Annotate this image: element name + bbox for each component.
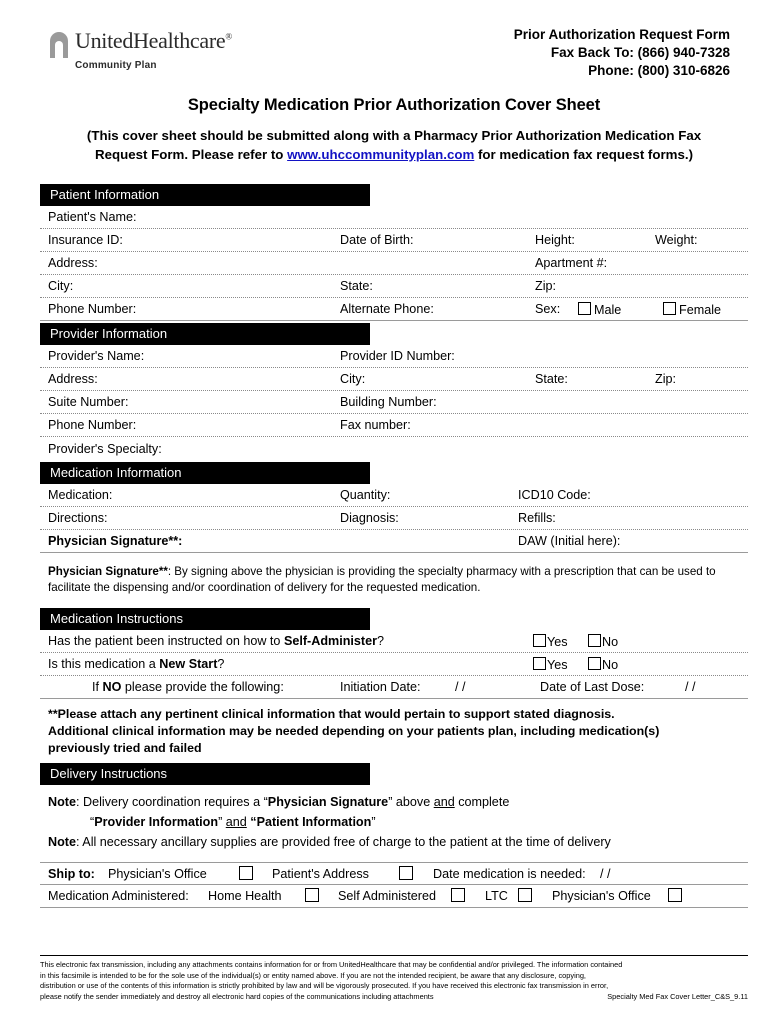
label-date-needed: Date medication is needed:	[433, 866, 586, 881]
field-specialty-row[interactable]	[40, 437, 748, 460]
label-ltc: LTC	[485, 889, 508, 903]
question-self-administer-text: Has the patient been instructed on how to Self-Administer?	[48, 634, 385, 648]
checkbox-female[interactable]	[663, 302, 676, 315]
header-contact-block	[514, 24, 748, 80]
label-building-number: Building Number:	[340, 395, 437, 409]
label-provider-fax: Fax number:	[340, 418, 411, 432]
uhc-logo-subtitle: Community Plan	[75, 60, 157, 71]
label-patient-state: State:	[340, 279, 373, 293]
label-patient-city: City:	[48, 279, 74, 293]
checkbox-self-admin-yes[interactable]	[533, 634, 546, 647]
attach-note-line-3: previously tried and failed	[48, 741, 202, 755]
label-refills: Refills:	[518, 511, 556, 525]
label-ship-to: Ship to:	[48, 866, 95, 881]
label-provider-zip: Zip:	[655, 372, 676, 386]
uhc-logo	[50, 24, 232, 71]
document-footer	[40, 955, 748, 1002]
label-provider-state: State:	[535, 372, 568, 386]
label-daw: DAW (Initial here):	[518, 534, 621, 548]
section-header-instructions: Medication Instructions	[40, 608, 370, 630]
label-provider-name: Provider's Name:	[48, 349, 145, 363]
label-patient-address: Address:	[48, 256, 98, 270]
page-title: Specialty Medication Prior Authorization Cover Sheet	[187, 96, 601, 114]
medication-fields	[40, 484, 748, 553]
uhc-logo-mark-icon	[50, 24, 68, 58]
footer-line-3: distribution or use of the contents of this information is strictly prohibited by law and will be vigorously prosecuted. If you have received this electronic fax transmission in error,	[40, 981, 609, 990]
footer-document-id: Specialty Med Fax Cover Letter_C&S_9.11	[607, 991, 748, 1001]
delivery-fields	[40, 862, 748, 908]
document-header	[40, 24, 748, 80]
delivery-note-1-line-2: “Provider Information” and “Patient Information”	[90, 815, 376, 829]
delivery-notes	[40, 792, 748, 852]
checkbox-new-start-no[interactable]	[588, 657, 601, 670]
section-header-provider: Provider Information	[40, 323, 370, 345]
medication-information-section	[40, 462, 748, 596]
signature-note-text: : By signing above the physician is providing the specialty pharmacy with a prescription that can be used to facilitate the dispensing and/or coordination of delivery for the requested medication.	[48, 565, 716, 594]
field-provider-address-row[interactable]	[40, 368, 748, 391]
label-provider-specialty: Provider's Specialty:	[48, 441, 162, 456]
checkbox-home-health[interactable]	[302, 888, 322, 904]
note-2-label: Note	[48, 835, 76, 849]
checkbox-new-start-no-group[interactable]	[585, 657, 618, 672]
checkbox-self-admin-yes-group[interactable]	[530, 634, 568, 649]
attach-note-line-1: **Please attach any pertinent clinical information that would pertain to support stated diagnosis.	[48, 707, 615, 721]
question-new-start-text: Is this medication a New Start?	[48, 657, 225, 671]
checkbox-ship-physicians-office[interactable]	[236, 866, 256, 882]
checkbox-physicians-office-admin[interactable]	[665, 888, 685, 904]
field-ship-to-row[interactable]	[40, 862, 748, 885]
page-subtitle	[40, 126, 748, 164]
label-date-of-birth: Date of Birth:	[340, 233, 414, 247]
footer-line-4: please notify the sender immediately and destroy all electronic hard copies of the communications including attachments	[40, 991, 434, 1001]
provider-information-section	[40, 323, 748, 460]
attach-note-line-2: Additional clinical information may be needed depending on your patients plan, including medication(s)	[48, 724, 660, 738]
label-male: Male	[594, 302, 622, 317]
footer-line-2: in this facsimile is intended to be for the sole use of the individual(s) or entity named above. If you are not the intended recipient, be aware that any disclosure, copying,	[40, 970, 586, 980]
header-phone: Phone: (800) 310-6826	[588, 63, 730, 78]
footer-line-1: This electronic fax transmission, including any attachments contains information for or from UnitedHealthcare that may be confidential and/or privileged. The information contained	[40, 960, 623, 969]
provider-fields	[40, 345, 748, 460]
label-provider-address: Address:	[48, 372, 98, 386]
checkbox-self-admin-no-group[interactable]	[585, 634, 618, 649]
label-alternate-phone: Alternate Phone:	[340, 302, 434, 316]
label-sex: Sex:	[535, 302, 561, 316]
question-self-administer[interactable]	[40, 630, 748, 653]
label-ship-patients-address: Patient's Address	[272, 866, 369, 881]
field-initiation-row[interactable]	[40, 676, 748, 699]
signature-note	[40, 564, 748, 596]
label-medication-administered: Medication Administered:	[48, 889, 189, 903]
field-address-row[interactable]	[40, 252, 748, 275]
note-1-and: and	[433, 795, 455, 809]
attach-clinical-note	[40, 706, 748, 757]
delivery-note-1: Note: Delivery coordination requires a “Physician Signature” above and complete	[48, 795, 510, 809]
label-weight: Weight:	[655, 233, 698, 247]
label-last-dose: Date of Last Dose:	[540, 680, 645, 694]
label-female: Female	[679, 302, 721, 317]
registered-mark: ®	[225, 31, 232, 42]
medication-instructions-section	[40, 608, 748, 757]
checkbox-self-administered[interactable]	[448, 888, 468, 904]
checkbox-male[interactable]	[578, 302, 591, 315]
label-suite-number: Suite Number:	[48, 395, 129, 409]
initiation-date-slashes: / /	[455, 680, 466, 694]
label-self-admin-yes: Yes	[547, 634, 568, 649]
label-quantity: Quantity:	[340, 488, 391, 502]
field-patient-name[interactable]	[40, 206, 748, 229]
field-medication-row[interactable]	[40, 484, 748, 507]
subtitle-text-after-link: for medication fax request forms.)	[474, 147, 694, 162]
label-diagnosis: Diagnosis:	[340, 511, 399, 525]
last-dose-slashes: / /	[685, 680, 696, 694]
label-new-start-no: No	[602, 657, 619, 672]
label-directions: Directions:	[48, 511, 108, 525]
delivery-instructions-section	[40, 763, 748, 908]
section-header-delivery: Delivery Instructions	[40, 763, 370, 785]
subtitle-line-1: (This cover sheet should be submitted along with a Pharmacy Prior Authorization Medication Fax	[86, 128, 702, 143]
section-header-medication: Medication Information	[40, 462, 370, 484]
label-self-administered: Self Administered	[338, 889, 437, 903]
label-physician-signature: Physician Signature**:	[48, 534, 183, 548]
field-provider-phone-row[interactable]	[40, 414, 748, 437]
field-insurance-row[interactable]	[40, 229, 748, 252]
subtitle-line-2	[48, 145, 740, 164]
label-patient-phone: Phone Number:	[48, 302, 137, 316]
label-patient-zip: Zip:	[535, 279, 556, 293]
field-phone-row[interactable]	[40, 298, 748, 321]
field-signature-row[interactable]	[40, 530, 748, 553]
checkbox-new-start-yes[interactable]	[533, 657, 546, 670]
label-insurance-id: Insurance ID:	[48, 233, 123, 247]
label-physicians-office-admin: Physician's Office	[552, 889, 651, 903]
uhccommunityplan-link[interactable]: www.uhccommunityplan.com	[287, 147, 475, 162]
checkbox-ship-patients-address[interactable]	[396, 866, 416, 882]
label-new-start-yes: Yes	[547, 657, 568, 672]
footer-divider	[40, 955, 748, 956]
field-suite-row[interactable]	[40, 391, 748, 414]
label-ship-physicians-office: Physician's Office	[108, 866, 207, 881]
section-header-patient: Patient Information	[40, 184, 370, 206]
instructions-fields	[40, 630, 748, 699]
note-1-label: Note	[48, 795, 76, 809]
label-height: Height:	[535, 233, 575, 247]
delivery-note-2: Note: All necessary ancillary supplies are provided free of charge to the patient at the time of delivery	[48, 835, 611, 849]
uhc-logo-text	[75, 28, 232, 54]
field-city-row[interactable]	[40, 275, 748, 298]
label-provider-phone: Phone Number:	[48, 418, 137, 432]
signature-note-bold: Physician Signature**	[48, 565, 168, 578]
subtitle-text-before-link: Request Form. Please refer to	[94, 147, 288, 162]
label-apartment: Apartment #:	[535, 256, 608, 270]
patient-information-section	[40, 184, 748, 321]
label-home-health: Home Health	[208, 889, 282, 903]
label-provider-city: City:	[340, 372, 366, 386]
field-directions-row[interactable]	[40, 507, 748, 530]
checkbox-ltc[interactable]	[515, 888, 535, 904]
patient-fields	[40, 206, 748, 321]
checkbox-new-start-yes-group[interactable]	[530, 657, 568, 672]
label-provider-id: Provider ID Number:	[340, 349, 455, 363]
header-fax: Fax Back To: (866) 940-7328	[550, 45, 730, 60]
question-new-start[interactable]	[40, 653, 748, 676]
label-patient-name: Patient's Name:	[48, 210, 137, 224]
checkbox-self-admin-no[interactable]	[588, 634, 601, 647]
if-no-text: If NO please provide the following:	[92, 680, 284, 694]
label-icd10: ICD10 Code:	[518, 488, 591, 502]
date-needed-slashes: / /	[600, 866, 611, 881]
label-self-admin-no: No	[602, 634, 619, 649]
label-medication: Medication:	[48, 488, 113, 502]
checkbox-male-group[interactable]	[575, 302, 621, 317]
header-form-title: Prior Authorization Request Form	[513, 27, 730, 42]
label-initiation-date: Initiation Date:	[340, 680, 421, 694]
checkbox-female-group[interactable]	[660, 302, 721, 317]
uhc-logo-name: UnitedHealthcare	[75, 28, 226, 53]
field-administered-row[interactable]	[40, 885, 748, 908]
field-provider-name-row[interactable]	[40, 345, 748, 368]
